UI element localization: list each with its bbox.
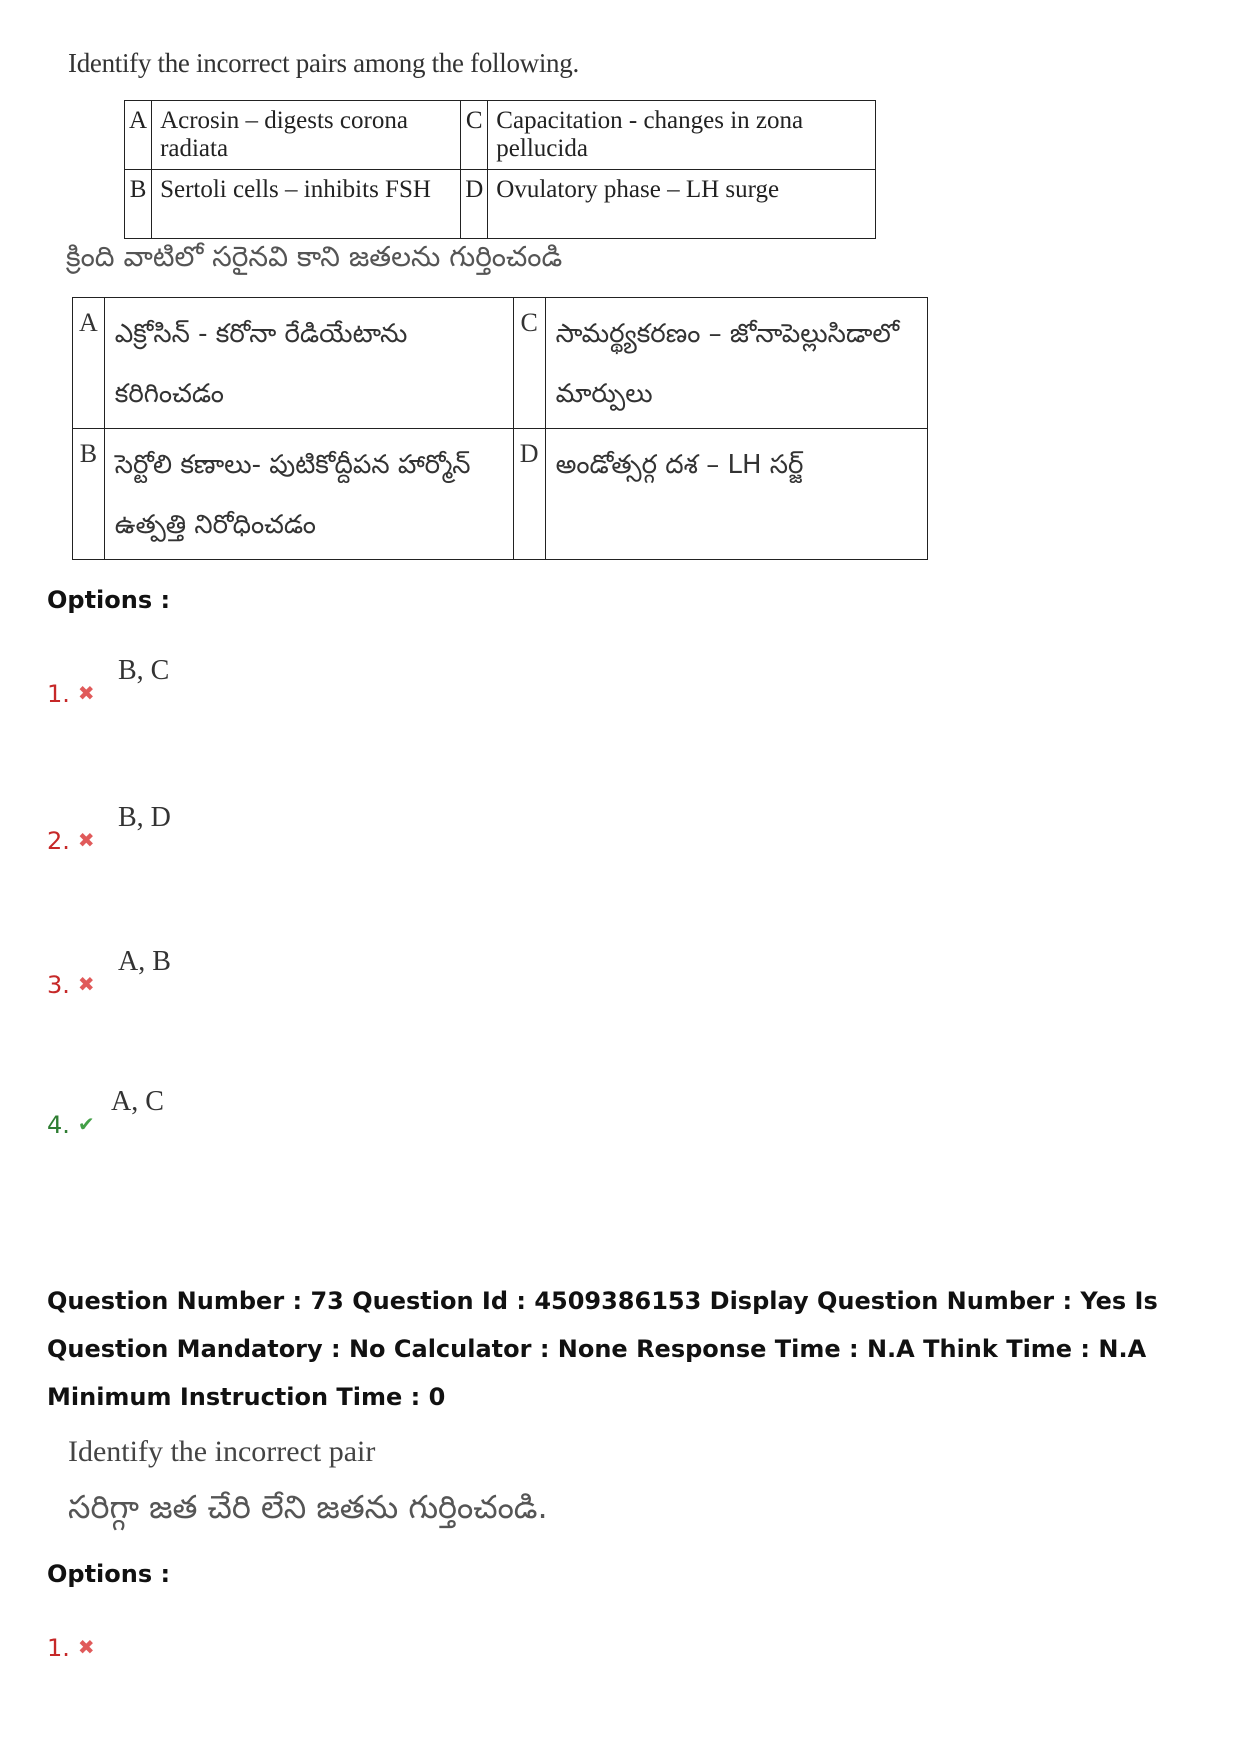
pair-key: C <box>461 101 488 170</box>
option-3[interactable] <box>47 971 95 999</box>
table-row <box>125 101 876 170</box>
pair-key: A <box>125 101 152 170</box>
option-text: B, D <box>118 802 171 833</box>
cross-icon: ✖ <box>77 972 95 996</box>
telugu-question-title: సరిగ్గా జత చేరి లేని జతను గుర్తించండి. <box>68 1488 548 1526</box>
question-title: Identify the incorrect pairs among the following. <box>68 48 579 78</box>
option-number: 1. <box>47 680 70 708</box>
cross-icon: ✖ <box>77 681 95 705</box>
option-2[interactable] <box>47 827 95 855</box>
telugu-question-title: క్రింది వాటిలో సరైనవి కాని జతలను గుర్తించండి <box>66 240 563 273</box>
pair-key: D <box>513 429 545 560</box>
pair-key: C <box>513 298 545 429</box>
pair-key: D <box>461 170 488 239</box>
pair-text: Ovulatory phase – LH surge <box>488 170 876 239</box>
option-number: 4. <box>47 1111 70 1139</box>
pair-key: B <box>125 170 152 239</box>
option-1[interactable] <box>47 1634 95 1662</box>
option-number: 2. <box>47 827 70 855</box>
cross-icon: ✖ <box>77 828 95 852</box>
table-row <box>125 170 876 239</box>
option-number: 3. <box>47 971 70 999</box>
pair-text: సామర్థ్యకరణం – జోనాపెల్లుసిడాలో మార్పులు <box>545 298 927 429</box>
option-text: B, C <box>118 655 170 686</box>
pair-text: అండోత్సర్గ దశ – LH సర్జ్ <box>545 429 927 560</box>
options-label: Options : <box>47 586 171 614</box>
check-icon: ✔ <box>77 1112 95 1136</box>
option-text: A, C <box>111 1086 164 1117</box>
question-meta: Question Number : 73 Question Id : 4509386153 Display Question Number : Yes Is Question Mandatory : No Calculator : None Response Time : N.A Think Time : N.A Minimum Instruction Time : 0 <box>47 1287 1158 1411</box>
pair-text: ఎక్రోసిన్ - కరోనా రేడియేటాను కరిగించడం <box>104 298 513 429</box>
table-row <box>73 429 928 560</box>
cross-icon: ✖ <box>77 1635 95 1659</box>
option-text: A, B <box>118 946 171 977</box>
question-title: Identify the incorrect pair <box>68 1435 376 1468</box>
option-4[interactable] <box>47 1111 95 1139</box>
pair-text: సెర్టోలి కణాలు- పుటికోద్దీపన హార్మోన్ ఉత్పత్తి నిరోధించడం <box>104 429 513 560</box>
option-number: 1. <box>47 1634 70 1662</box>
pair-key: A <box>73 298 105 429</box>
pair-text: Capacitation - changes in zona pellucida <box>488 101 876 170</box>
option-1[interactable] <box>47 680 95 708</box>
pair-key: B <box>73 429 105 560</box>
pair-text: Sertoli cells – inhibits FSH <box>152 170 461 239</box>
pair-text: Acrosin – digests corona radiata <box>152 101 461 170</box>
table-row <box>73 298 928 429</box>
telugu-pairs-table <box>72 297 928 560</box>
options-label: Options : <box>47 1560 171 1588</box>
english-pairs-table <box>124 100 876 239</box>
